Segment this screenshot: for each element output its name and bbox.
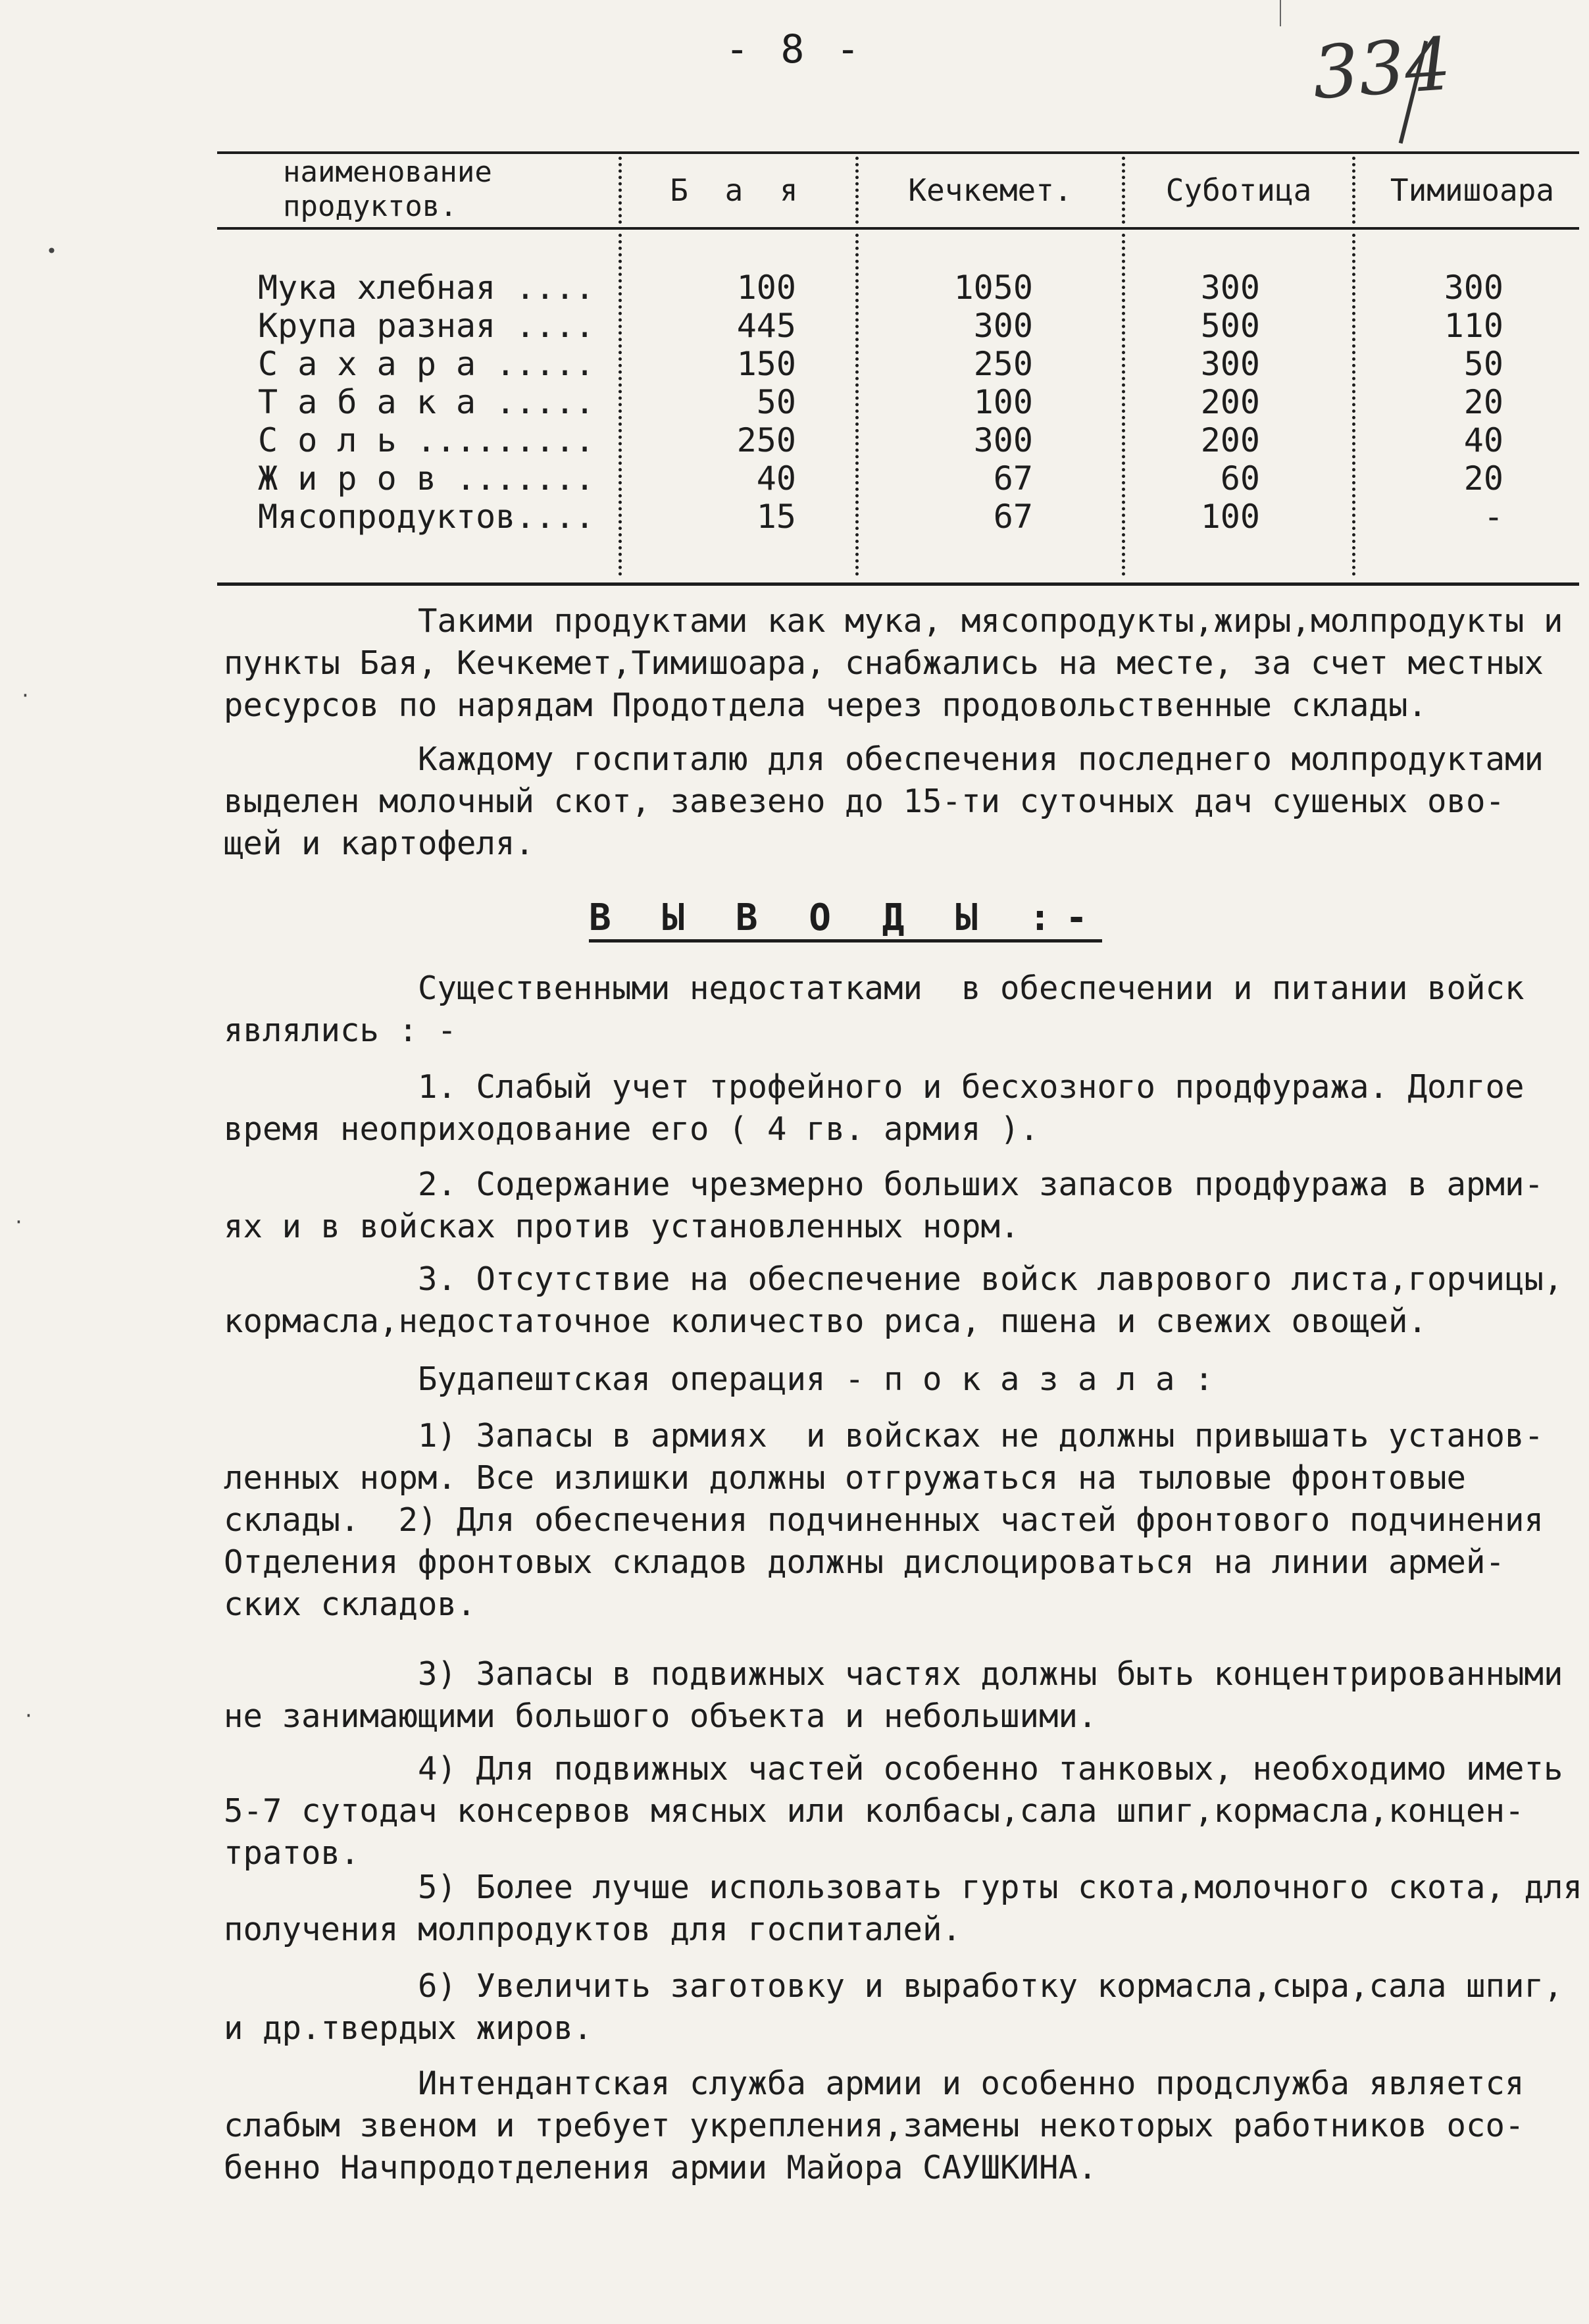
conclusions-heading: В Ы В О Д Ы :- — [589, 896, 1103, 939]
header-product-name: наименование продуктов. — [283, 155, 492, 223]
cell-baya: 15 — [756, 498, 796, 536]
product-name: Мясопродуктов.... — [258, 498, 595, 536]
product-name: Ж и р о в ....... — [258, 459, 595, 498]
cell-timishoara: 110 — [1444, 307, 1503, 345]
cell-subotitsa: 300 — [1200, 345, 1260, 383]
cell-baya: 445 — [736, 307, 796, 345]
table-header-rule — [217, 227, 1579, 230]
paragraph-lesson-6: 6) Увеличить заготовку и выработку кормасла,сыра,сала шпиг, и др.твердых жиров. — [224, 1967, 1563, 2047]
product-name: С а х а р а ..... — [258, 345, 595, 383]
paragraph-lesson-5: 5) Более лучше использовать гурты скота,молочного скота, для получения молпродуктов для госпиталей. — [224, 1869, 1583, 1948]
cell-kechkemet: 67 — [993, 459, 1033, 498]
column-separator — [618, 234, 622, 576]
cell-kechkemet: 1050 — [953, 269, 1033, 307]
table-bottom-rule — [217, 582, 1579, 586]
column-separator — [855, 157, 859, 224]
column-separator — [855, 234, 859, 576]
column-separator — [1352, 234, 1355, 576]
cell-baya: 250 — [736, 421, 796, 459]
paragraph-point-3: 3. Отсутствие на обеспечение войск лаврового листа,горчицы, кормасла,недостаточное количество риса, пшена и свежих овощей. — [224, 1260, 1563, 1340]
cell-baya: 40 — [756, 459, 796, 498]
cell-baya: 100 — [736, 269, 796, 307]
column-separator — [618, 157, 622, 224]
cell-timishoara: 50 — [1463, 345, 1503, 383]
header-baya: Б а я — [670, 172, 807, 208]
page-number: - 8 - — [725, 26, 864, 72]
cell-timishoara: 40 — [1463, 421, 1503, 459]
margin-speck: · — [23, 1705, 34, 1726]
cell-subotitsa: 500 — [1200, 307, 1260, 345]
cell-kechkemet: 67 — [993, 498, 1033, 536]
margin-speck: · — [20, 684, 31, 706]
paragraph-intendant-service: Интендантская служба армии и особенно продслужба является слабым звеном и требует укрепления,замены некоторых работников осо- бенно Начпродотделения армии Майора САУШКИНА. — [224, 2065, 1525, 2186]
cell-subotitsa: 60 — [1220, 459, 1260, 498]
header-subotitsa: Суботица — [1165, 172, 1312, 208]
cell-timishoara: 300 — [1444, 269, 1503, 307]
header-timishoara: Тимишоара — [1390, 172, 1555, 208]
table-top-rule — [217, 151, 1579, 154]
cell-subotitsa: 300 — [1200, 269, 1260, 307]
cell-baya: 50 — [756, 383, 796, 421]
paragraph-operation-showed: Будапештская операция - п о к а з а л а : — [224, 1360, 1214, 1398]
paragraph-lesson-3: 3) Запасы в подвижных частях должны быть концентрированными не занимающими большого объекта и небольшими. — [224, 1655, 1563, 1735]
paragraph-point-2: 2. Содержание чрезмерно больших запасов продфуража в арми- ях и в войсках против установленных норм. — [224, 1166, 1544, 1245]
paragraph-local-supply: Такими продуктами как мука, мясопродукты,жиры,молпродукты и пункты Бая, Кечкемет,Тимишоара, снабжались на месте, за счет местных ресурсов по нарядам Продотдела через продовольственные склады. — [224, 602, 1563, 724]
paragraph-lesson-4: 4) Для подвижных частей особенно танковых, необходимо иметь 5-7 сутодач консервов мясных или колбасы,сала шпиг,кормасла,концен- тратов. — [224, 1750, 1563, 1872]
column-separator — [1352, 157, 1355, 224]
cell-subotitsa: 200 — [1200, 383, 1260, 421]
paragraph-hospital-milk: Каждому госпиталю для обеспечения последнего молпродуктами выделен молочный скот, завезено до 15-ти суточных дач сушеных ово- щей и картофеля. — [224, 740, 1544, 862]
cell-timishoara: - — [1483, 498, 1503, 536]
margin-speck: · — [13, 1211, 24, 1233]
product-name: Т а б а к а ..... — [258, 383, 595, 421]
column-separator — [1122, 157, 1125, 224]
cell-kechkemet: 250 — [973, 345, 1033, 383]
product-name: С о л ь ......... — [258, 421, 595, 459]
cell-kechkemet: 300 — [973, 307, 1033, 345]
product-name: Крупа разная .... — [258, 307, 595, 345]
product-name: Мука хлебная .... — [258, 269, 595, 307]
cell-timishoara: 20 — [1463, 383, 1503, 421]
cell-baya: 150 — [736, 345, 796, 383]
cell-kechkemet: 100 — [973, 383, 1033, 421]
archive-handwritten-number: 334 — [1309, 21, 1454, 116]
paragraph-shortcomings-intro: Существенными недостатками в обеспечении и питании войск являлись : - — [224, 969, 1525, 1049]
margin-speck: • — [46, 240, 57, 262]
paragraph-point-1: 1. Слабый учет трофейного и бесхозного продфуража. Долгое время неоприходование его ( 4 гв. армия ). — [224, 1068, 1525, 1148]
cell-subotitsa: 100 — [1200, 498, 1260, 536]
cell-kechkemet: 300 — [973, 421, 1033, 459]
cell-subotitsa: 200 — [1200, 421, 1260, 459]
margin-line — [1280, 0, 1281, 26]
cell-timishoara: 20 — [1463, 459, 1503, 498]
header-kechkemet: Кечкемет. — [908, 172, 1072, 208]
paragraph-lessons-1-2: 1) Запасы в армиях и войсках не должны привышать установ- ленных норм. Все излишки должны отгружаться на тыловые фронтовые склады. 2) Для обеспечения подчиненных частей фронтового подчинения Отделения фронтовых складов должны дислоцироваться на линии армей- ских складов. — [224, 1417, 1544, 1623]
